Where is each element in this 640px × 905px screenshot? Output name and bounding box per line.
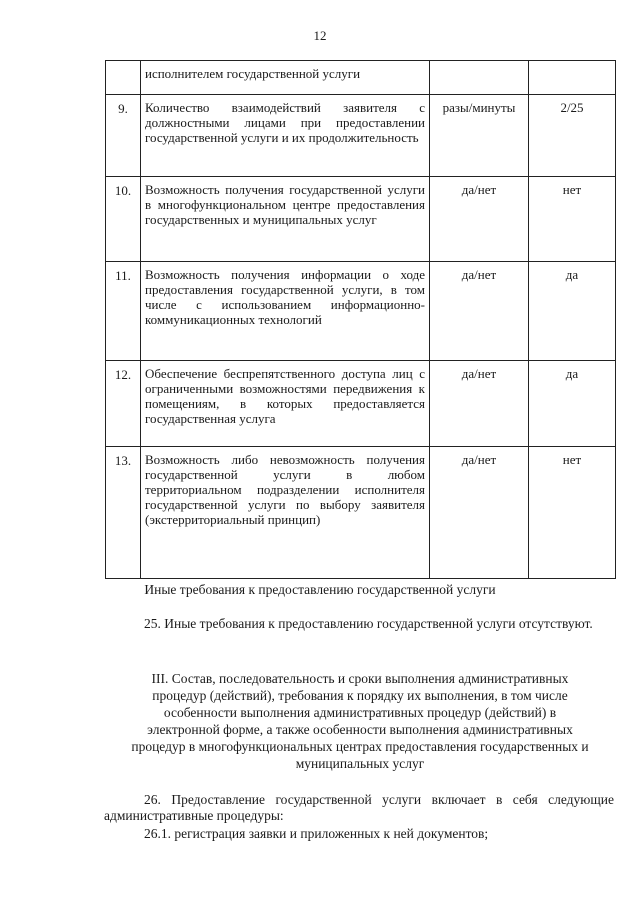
value-cell: нет [529, 447, 616, 579]
paragraph-25: 25. Иные требования к предоставлению государственной услуги отсутствуют. [144, 616, 593, 631]
indicator-text: Возможность получения информации о ходе предоставления государственной услуги, в том числе с использованием информационно-коммуникационных технологий [141, 262, 430, 361]
section-3-title-line: III. Состав, последовательность и сроки выполнения административных [151, 671, 569, 686]
value-cell: да [529, 262, 616, 361]
unit-cell: да/нет [430, 177, 529, 262]
section-3-title-line: особенности выполнения административных процедур (действий) в [163, 705, 557, 720]
table-row [106, 447, 616, 579]
section-3-title-line: процедур (действий), требования к порядку их выполнения, в том числе [152, 688, 568, 703]
unit-cell: да/нет [430, 447, 529, 579]
page-number: 12 [313, 28, 327, 43]
value-cell: да [529, 361, 616, 447]
value-cell: 2/25 [529, 95, 616, 177]
unit-cell [430, 61, 529, 95]
value-cell [529, 61, 616, 95]
row-number: 13. [106, 447, 141, 579]
table-row [106, 262, 616, 361]
indicator-text: Возможность получения государственной услуги в многофункциональном центре предоставления государственных и муниципальных услуг [141, 177, 430, 262]
unit-cell: да/нет [430, 361, 529, 447]
value-cell: нет [529, 177, 616, 262]
row-number: 10. [106, 177, 141, 262]
table-row [106, 95, 616, 177]
indicator-text: Возможность либо невозможность получения государственной услуги в любом территориальном подразделении исполнителя государственной услуги по выбору заявителя (экстерриториальный принцип) [141, 447, 430, 579]
row-number: 11. [106, 262, 141, 361]
table-row [106, 177, 616, 262]
other-requirements-heading: Иные требования к предоставлению государственной услуги [144, 582, 496, 597]
section-3-title [90, 670, 630, 772]
table-row [106, 361, 616, 447]
row-number [106, 61, 141, 95]
section-3-title-line: электронной форме, а также особенности выполнения административных [147, 722, 573, 737]
indicator-text: Обеспечение беспрепятственного доступа лиц с ограниченными возможностями передвижения к помещениям, в которых предоставляется государственная услуга [141, 361, 430, 447]
unit-cell: да/нет [430, 262, 529, 361]
unit-cell: разы/минуты [430, 95, 529, 177]
paragraph-26-1: 26.1. регистрация заявки и приложенных к ней документов; [144, 826, 489, 841]
section-3-title-line: процедур в многофункциональных центрах предоставления государственных и [131, 739, 589, 754]
section-3-title-line: муниципальных услуг [295, 756, 425, 771]
row-number: 9. [106, 95, 141, 177]
indicator-text: Количество взаимодействий заявителя с должностными лицами при предоставлении государственной услуги и их продолжительность [141, 95, 430, 177]
indicator-text: исполнителем государственной услуги [141, 61, 430, 95]
indicators-table [105, 60, 616, 579]
row-number: 12. [106, 361, 141, 447]
paragraph-26: 26. Предоставление государственной услуги включает в себя следующие административные процедуры: [104, 792, 614, 823]
table-row [106, 61, 616, 95]
